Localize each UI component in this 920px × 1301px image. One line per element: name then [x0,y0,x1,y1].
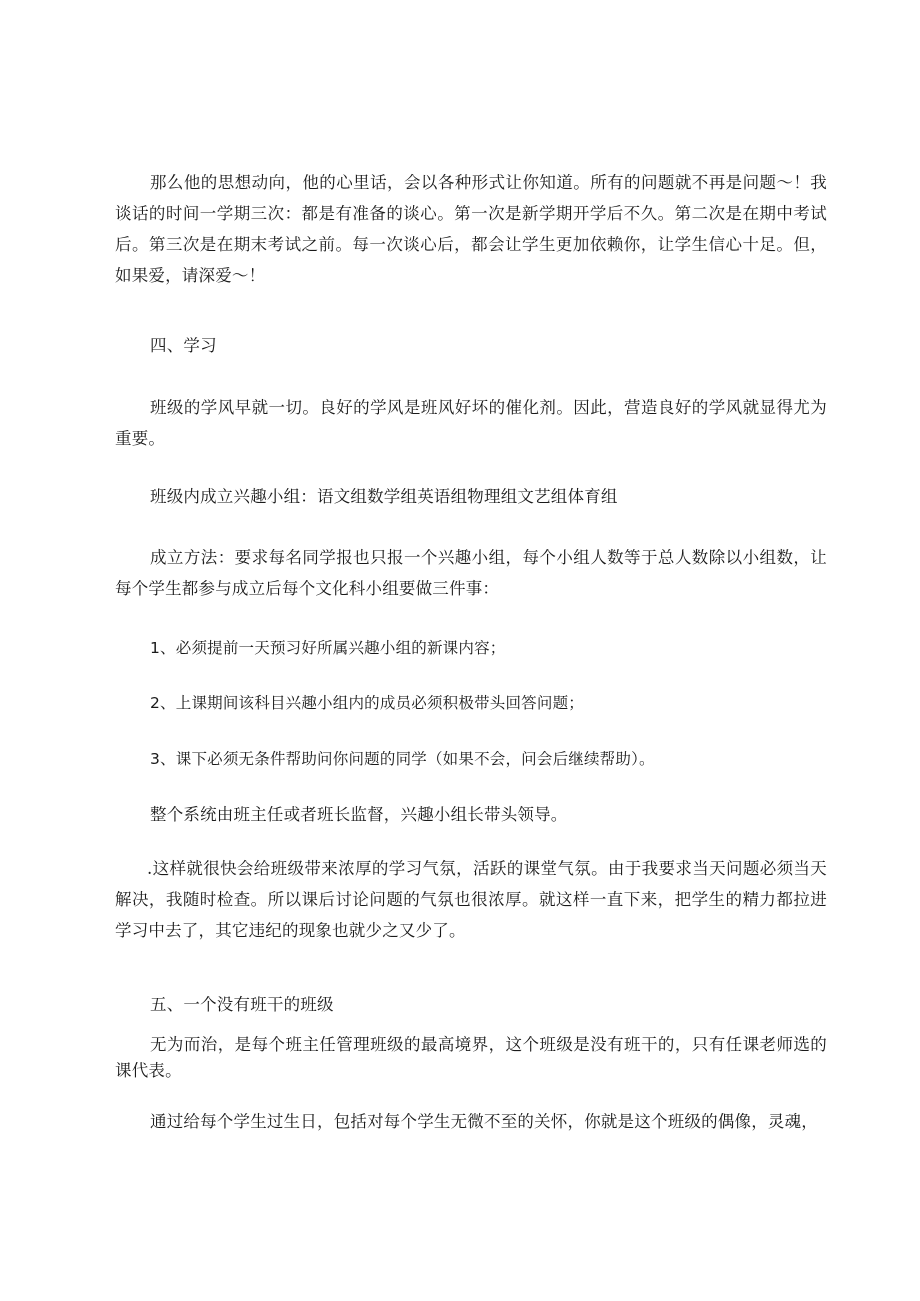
paragraph-birthday: 通过给每个学生过生日，包括对每个学生无微不至的关怀，你就是这个班级的偶像，灵魂， [150,1112,818,1131]
paragraph-atmosphere: .这样就很快会给班级带来浓厚的学习气氛，活跃的课堂气氛。由于我要求当天问题必须当天解决，我随时检查。所以课后讨论问题的气氛也很浓厚。就这样一直下来，把学生的精力都拉进学习中去了，其它违纪的现象也就少之又少了。 [115,859,827,940]
list-item-2: 2、上课期间该科目兴趣小组内的成员必须积极带头回答问题； [150,694,584,712]
list-item-1: 1、必须提前一天预习好所属兴趣小组的新课内容； [150,639,506,657]
paragraph-class-style: 班级的学风早就一切。良好的学风是班风好坏的催化剂。因此，营造良好的学风就显得尤为重要。 [115,398,827,448]
section-heading-no-leaders: 五、一个没有班干的班级 [150,995,334,1014]
paragraph-wuwei: 无为而治，是每个班主任管理班级的最高境界，这个班级是没有班干的，只有任课老师选的课代表。 [115,1035,827,1080]
paragraph-supervision: 整个系统由班主任或者班长监督，兴趣小组长带头领导。 [150,805,568,824]
paragraph-method: 成立方法：要求每名同学报也只报一个兴趣小组，每个小组人数等于总人数除以小组数，让每个学生都参与成立后每个文化科小组要做三件事： [115,548,827,598]
section-heading-study: 四、学习 [150,336,217,355]
list-item-3: 3、课下必须无条件帮助问你问题的同学（如果不会，问会后继续帮助）。 [150,750,655,768]
paragraph-talk-plan: 那么他的思想动向，他的心里话，会以各种形式让你知道。所有的问题就不再是问题～！我谈话的时间一学期三次：都是有准备的谈心。第一次是新学期开学后不久。第二次是在期中考试后。第三次是在期末考试之前。每一次谈心后，都会让学生更加依赖你，让学生信心十足。但，如果爱，请深爱～！ [115,173,827,285]
paragraph-interest-groups: 班级内成立兴趣小组：语文组数学组英语组物理组文艺组体育组 [150,487,618,506]
